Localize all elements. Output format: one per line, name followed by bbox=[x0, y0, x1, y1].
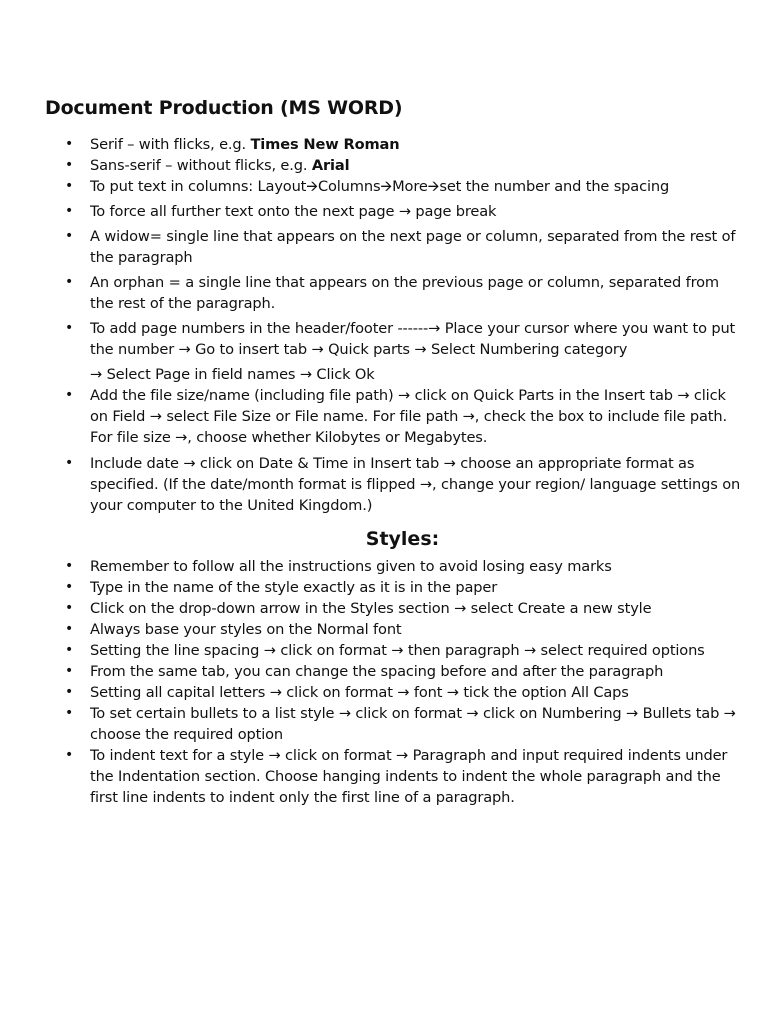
list-item-include-date: • Include date → click on Date & Time in Insert tab → choose an appropriate format as specified. (If the date/month format is flipped →, change your region/ language settings on your computer to the United Kingdom.) bbox=[0, 453, 768, 516]
list-item-sans-serif bbox=[0, 155, 768, 176]
styles-list-item: • Setting the line spacing → click on format → then paragraph → select required options bbox=[0, 640, 768, 661]
styles-heading: Styles: bbox=[365, 528, 440, 550]
styles-list-item: • To indent text for a style → click on format → Paragraph and input required indents under the Indentation section. Choose hanging indents to indent the whole paragraph and the first line indents to indent only the first line of a paragraph. bbox=[0, 745, 768, 808]
list-item-widow: • A widow= single line that appears on the next page or column, separated from the rest of the paragraph bbox=[0, 226, 768, 268]
styles-list-item: • Setting all capital letters → click on format → font → tick the option All Caps bbox=[0, 682, 768, 703]
page-numbers-steps-continued: → Select Page in field names → Click Ok bbox=[90, 366, 375, 383]
styles-list-item: • Click on the drop-down arrow in the Styles section → select Create a new style bbox=[0, 598, 768, 619]
list-item-serif bbox=[0, 134, 768, 155]
list-item-file-size-name: • Add the file size/name (including file path) → click on Quick Parts in the Insert tab → click on Field → select File Size or File name. For file path →, check the box to include file path. For file size →, choose whether Kilobytes or Megabytes. bbox=[0, 385, 768, 448]
list-item-columns: • To put text in columns: Layout🡪Columns🡪More🡪set the number and the spacing bbox=[0, 176, 768, 197]
serif-description: Serif – with flicks, e.g. bbox=[90, 136, 251, 153]
sans-serif-description: Sans-serif – without flicks, e.g. bbox=[90, 157, 312, 174]
page-numbers-steps: To add page numbers in the header/footer ------→ Place your cursor where you want to put the number → Go to insert tab → Quick parts → Select Numbering category bbox=[90, 320, 736, 358]
document-title: Document Production (MS WORD) bbox=[45, 97, 403, 119]
list-item-orphan: • An orphan = a single line that appears on the previous page or column, separated from the rest of the paragraph. bbox=[0, 272, 768, 314]
list-item-page-numbers bbox=[0, 318, 768, 385]
serif-example: Times New Roman bbox=[250, 136, 400, 153]
styles-list-item: • Remember to follow all the instructions given to avoid losing easy marks bbox=[0, 556, 768, 577]
styles-list-item: • From the same tab, you can change the spacing before and after the paragraph bbox=[0, 661, 768, 682]
styles-list-item: • Always base your styles on the Normal font bbox=[0, 619, 768, 640]
styles-list-item: • Type in the name of the style exactly as it is in the paper bbox=[0, 577, 768, 598]
sans-serif-example: Arial bbox=[311, 157, 350, 174]
list-item-page-break: • To force all further text onto the next page → page break bbox=[0, 201, 768, 222]
styles-list-item: • To set certain bullets to a list style → click on format → click on Numbering → Bullets tab → choose the required option bbox=[0, 703, 768, 745]
notes-list bbox=[0, 134, 768, 516]
styles-list bbox=[0, 556, 768, 808]
